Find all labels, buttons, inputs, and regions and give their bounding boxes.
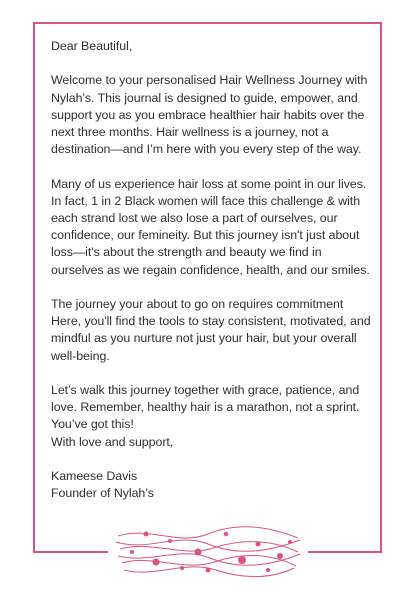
paragraph-hair-loss: Many of us experience hair loss at some point in our lives. In fact, 1 in 2 Black women will face this challenge & with each strand lost we also lose a part of ourselves, our confidence, our femineity. But this journey isn't just about loss—it's about the strength and beauty we find in ourselves as we regain confidence, health, and our smiles. bbox=[51, 176, 370, 277]
paragraph-welcome: Welcome to your personalised Hair Wellness Journey with Nylah’s. This journal is designed to guide, empower, and support you as you embrace healthier hair habits over the next three months. Hair wellness is a journey, not a destination—and I’m here with you every step of the way. bbox=[51, 73, 368, 157]
paragraph-commitment: The journey your about to go on requires commitment Here, you'll find the tools to stay consistent, motivated, and mindful as you nurture not just your hair, but your overall well-being. bbox=[51, 297, 371, 363]
paragraph-together: Let’s walk this journey together with grace, patience, and love. Remember, healthy hair is a marathon, not a sprint. You’ve got this! bbox=[51, 383, 360, 432]
greeting: Dear Beautiful, bbox=[51, 39, 133, 53]
wavy-lines-dots-ornament-icon bbox=[108, 522, 308, 582]
signature-title: Founder of Nylah’s bbox=[51, 486, 154, 501]
signature-name: Kameese Davis bbox=[51, 469, 138, 483]
closing-line: With love and support, bbox=[51, 434, 174, 449]
letter-body bbox=[51, 38, 371, 502]
